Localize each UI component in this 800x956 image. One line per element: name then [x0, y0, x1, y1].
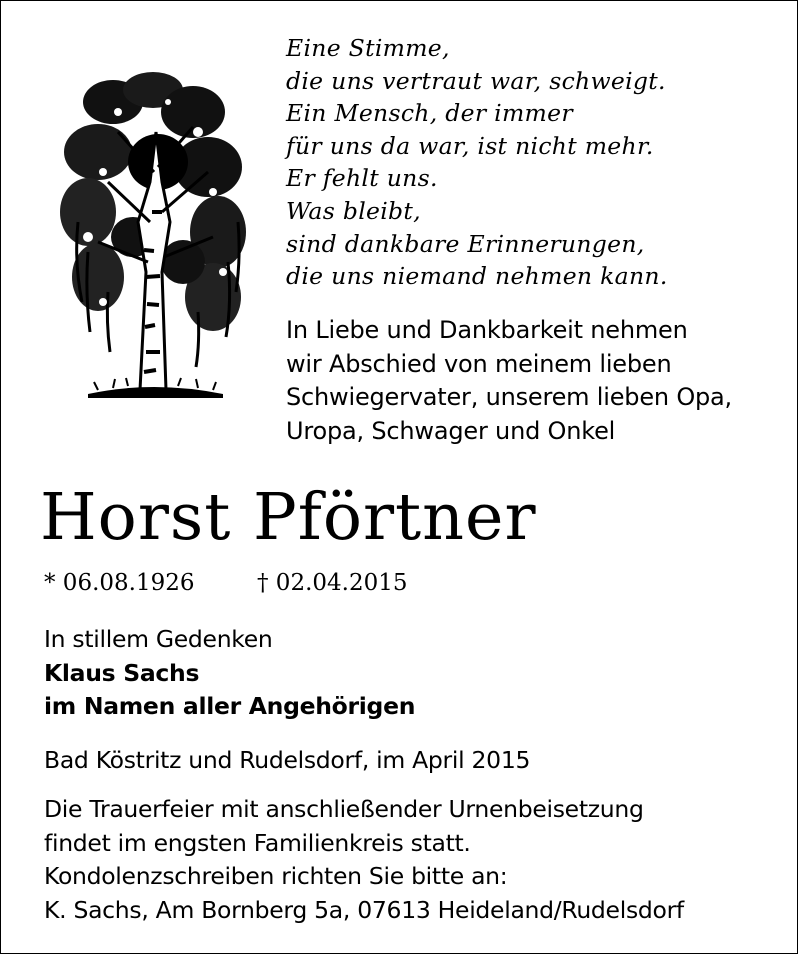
intro-line: Schwiegervater, unserem lieben Opa,	[286, 383, 732, 411]
notice-line: Die Trauerfeier mit anschließender Urnenbeisetzung	[44, 795, 644, 823]
intro-line: Uropa, Schwager und Onkel	[286, 416, 616, 445]
poem-line: Eine Stimme,	[286, 34, 450, 62]
deceased-name: Horst Pförtner	[40, 480, 537, 555]
poem-line: die uns vertraut war, schweigt.	[286, 66, 666, 95]
funeral-notice	[44, 793, 784, 927]
mourner-name: Klaus Sachs	[44, 658, 200, 687]
mourners-intro: In stillem Gedenken	[44, 625, 273, 653]
birth-date: * 06.08.1926	[44, 570, 195, 596]
intro-line: wir Abschied von meinem lieben	[286, 349, 672, 378]
intro-line: In Liebe und Dankbarkeit nehmen	[286, 316, 688, 344]
notice-address: K. Sachs, Am Bornberg 5a, 07613 Heideland/Rudelsdorf	[44, 895, 684, 924]
notice-line: Kondolenzschreiben richten Sie bitte an:	[44, 862, 508, 890]
poem-line: Er fehlt uns.	[286, 164, 438, 193]
mourner-family: im Namen aller Angehörigen	[44, 692, 416, 720]
death-date: † 02.04.2015	[257, 570, 408, 596]
life-dates	[44, 566, 408, 600]
mourners	[44, 623, 784, 724]
poem-line: sind dankbare Erinnerungen,	[286, 229, 645, 258]
poem	[286, 32, 766, 293]
poem-line: Was bleibt,	[286, 196, 421, 225]
notice-line: findet im engsten Familienkreis statt.	[44, 828, 471, 857]
poem-line: Ein Mensch, der immer	[286, 99, 573, 128]
intro-text	[286, 314, 786, 448]
poem-line: die uns niemand nehmen kann.	[286, 262, 668, 291]
place-date: Bad Köstritz und Rudelsdorf, im April 2015	[44, 746, 531, 774]
poem-line: für uns da war, ist nicht mehr.	[286, 131, 654, 160]
birch-tree-icon	[58, 72, 248, 402]
